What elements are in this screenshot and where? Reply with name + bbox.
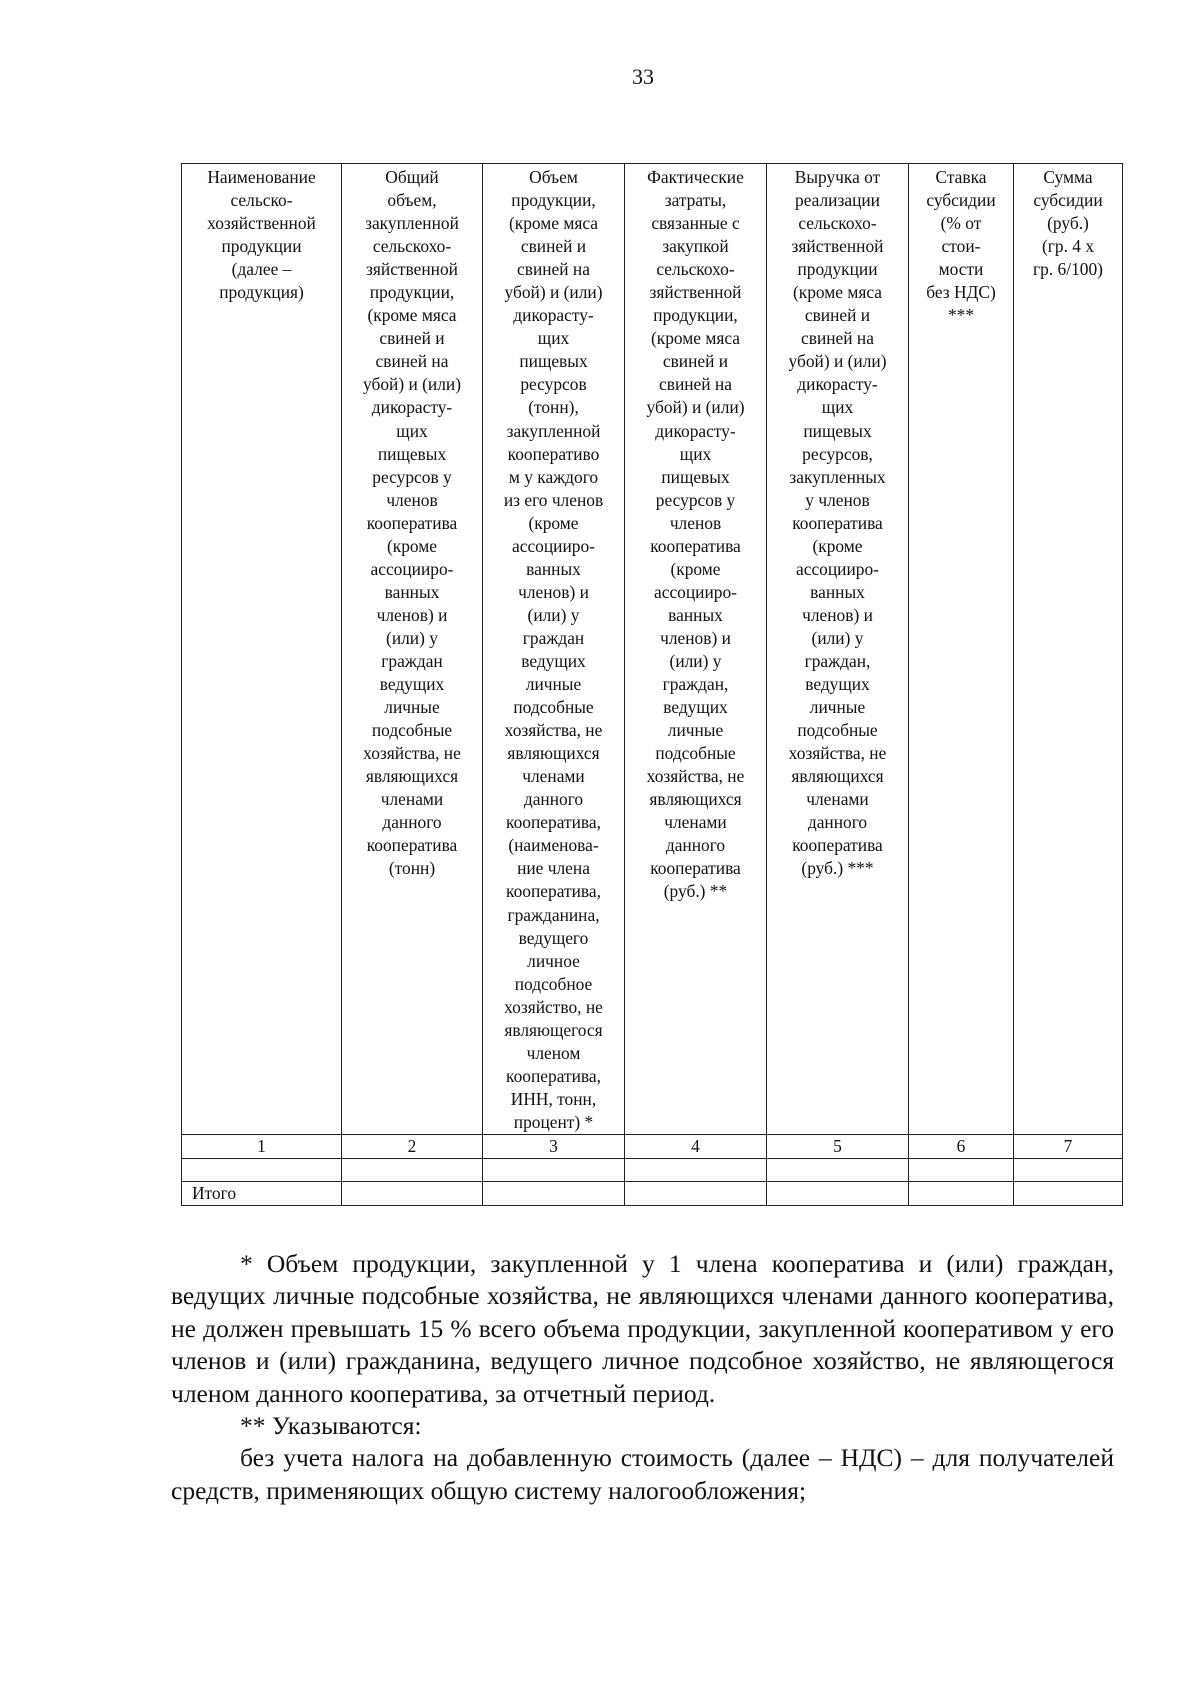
- header-product-name: Наименование сельско- хозяйственной продукции (далее – продукция): [182, 164, 342, 1135]
- column-number: 2: [342, 1134, 483, 1158]
- empty-cell: [1014, 1181, 1123, 1205]
- empty-cell: [767, 1181, 909, 1205]
- header-total-volume: Общий объем, закупленной сельскохо- зяйственной продукции, (кроме мяса свиней и свиней на убой) и (или) дикорасту- щих пищевых ресурсов у членов кооператива (кроме ассоцииро- ванных членов) и (или) у граждан ведущих личные подсобные хозяйства, не являющихся членами данного кооператива (тонн): [342, 164, 483, 1135]
- empty-cell: [1014, 1158, 1123, 1181]
- header-actual-costs: Фактические затраты, связанные с закупкой сельскохо- зяйственной продукции, (кроме мяса свиней и свиней на убой) и (или) дикорасту- щих пищевых ресурсов у членов кооператива (кроме ассоцииро- ванных членов) и (или) у граждан, ведущих личные подсобные хозяйства, не являющихся членами данного кооператива (руб.) **: [625, 164, 767, 1135]
- empty-cell: [767, 1158, 909, 1181]
- total-row: [182, 1181, 1123, 1205]
- header-subsidy-rate: Ставка субсидии (% от стои- мости без НДС) ***: [909, 164, 1014, 1135]
- column-number: 5: [767, 1134, 909, 1158]
- table-header-row: [182, 164, 1123, 1135]
- column-number: 3: [483, 1134, 625, 1158]
- header-subsidy-amount: Сумма субсидии (руб.) (гр. 4 х гр. 6/100): [1014, 164, 1123, 1135]
- empty-cell: [342, 1158, 483, 1181]
- header-revenue: Выручка от реализации сельскохо- зяйственной продукции (кроме мяса свиней и свиней на убой) и (или) дикорасту- щих пищевых ресурсов, закупленных у членов кооператива (кроме ассоцииро- ванных членов) и (или) у граждан, ведущих личные подсобные хозяйства, не являющихся членами данного кооператива (руб.) ***: [767, 164, 909, 1135]
- footnote-specified: ** Указываются:: [240, 1411, 422, 1441]
- empty-cell: [483, 1181, 625, 1205]
- subsidy-table: [181, 163, 1123, 1206]
- column-number: 6: [909, 1134, 1014, 1158]
- table-row: [182, 1158, 1123, 1181]
- page-number: 33: [632, 64, 654, 89]
- empty-cell: [909, 1158, 1014, 1181]
- header-volume-per-member: Объем продукции, (кроме мяса свиней и свиней на убой) и (или) дикорасту- щих пищевых ресурсов (тонн), закупленной кооперативо м у каждого из его членов (кроме ассоцииро- ванных членов) и (или) у граждан ведущих личные подсобные хозяйства, не являющихся членами данного кооператива, (наименова- ние члена кооператива, гражданина, ведущего личное подсобное хозяйство, не являющегося членом кооператива, ИНН, тонн, процент) *: [483, 164, 625, 1135]
- empty-cell: [483, 1158, 625, 1181]
- empty-cell: [625, 1158, 767, 1181]
- total-label: Итого: [182, 1181, 342, 1205]
- empty-cell: [342, 1181, 483, 1205]
- column-number-row: [182, 1134, 1123, 1158]
- empty-cell: [182, 1158, 342, 1181]
- column-number: 7: [1014, 1134, 1123, 1158]
- footnote-vat: без учета налога на добавленную стоимость (далее – НДС) – для получателей средств, применяющих общую систему налогообложения;: [171, 1443, 1114, 1505]
- column-number: 1: [182, 1134, 342, 1158]
- empty-cell: [625, 1181, 767, 1205]
- footnote-volume-limit: * Объем продукции, закупленной у 1 члена кооператива и (или) граждан, ведущих личные подсобные хозяйства, не являющихся членами данного кооператива, не должен превышать 15 % всего объема продукции, закупленной кооперативом у его членов и (или) гражданина, ведущего личное подсобное хозяйство, не являющегося членом данного кооператива, за отчетный период.: [171, 1249, 1114, 1408]
- empty-cell: [909, 1181, 1014, 1205]
- column-number: 4: [625, 1134, 767, 1158]
- footnotes: [171, 1248, 1114, 1507]
